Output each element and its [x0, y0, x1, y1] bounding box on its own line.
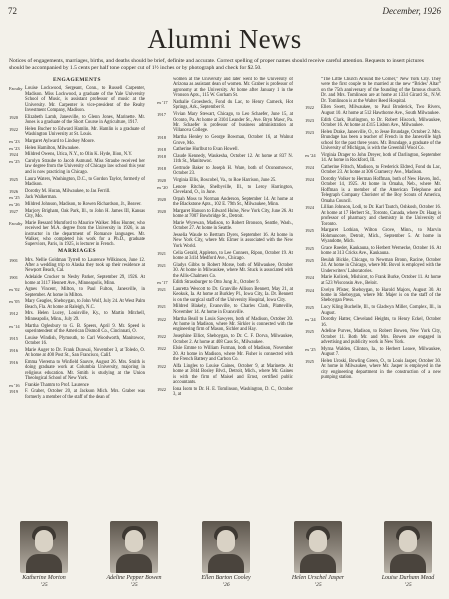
entry-class-year: 1918: [157, 147, 166, 153]
entry-text: Catherine Hurlbut to Evan Howell.: [173, 147, 239, 153]
entry-text: Edith Clark, Burlington, to Dr. Robert Hiscock, Milwaukee, October 16. At home at 4315 Lisbon Ave., Milwaukee.: [321, 117, 441, 128]
entry-class-year: 1921: [157, 250, 166, 256]
portrait-name: Adeline Pepper Bowen: [106, 575, 162, 581]
entry-class-year: 1921: [157, 304, 166, 310]
news-entry: [157, 287, 293, 303]
entry-text: Mrs. Helen Lucey, Louisville, Ky., to Martin Mitchell, Minneapolis, Minn., July 29.: [25, 311, 145, 322]
entry-class-year: ex '17: [157, 100, 168, 105]
entry-text: Frankie Thamm to Prof. Laurence: [25, 382, 89, 388]
news-entry: [9, 195, 145, 200]
news-entry: [157, 251, 293, 262]
entry-text: Dorothy M. Horan, Milwaukee, to Jas Ferrill.: [25, 188, 111, 194]
news-entry: [157, 154, 293, 165]
news-entry: [9, 299, 145, 310]
portrait: [6, 521, 82, 588]
entry-class-year: [157, 221, 173, 232]
entry-class-year: 1921: [157, 286, 166, 292]
portrait-class-year: ’26: [222, 581, 230, 588]
entry-class-year: 1922: [9, 127, 18, 132]
entry-class-year: 1925: [305, 329, 314, 335]
news-entry: [305, 118, 441, 129]
portrait-photo: [110, 521, 158, 573]
entry-text: Evelyn Pfister, Sheboygan, to Harold Majors, August 30. At home in Sheboygan, where Mr. Majer is on the staff of the Sheboygan Press.: [321, 287, 441, 304]
portrait-photo: [384, 521, 432, 573]
entry-class-year: 1924: [305, 176, 314, 182]
entry-text: Jack Walkerman.: [25, 195, 58, 201]
portrait-name: Helen Urschel Jasper: [291, 575, 345, 581]
news-entry: [305, 258, 441, 274]
news-entry: [305, 153, 441, 164]
issue-date: December, 1926: [382, 6, 441, 16]
entry-class-year: 1922: [157, 334, 166, 340]
entry-text: Margaret Aylward to Lindsey Moore.: [25, 139, 95, 145]
entry-text: Iona Isom to Dr. H. E. Tomlinson, Washington, D. C., October 3, at: [173, 386, 293, 398]
entry-class-year: ex '16: [9, 382, 20, 388]
entry-text: Helen Bucher to Edward Hamlin. Mr. Hamlin is a graduate of Washington University at St. Louis.: [25, 127, 145, 138]
column-2: [157, 77, 293, 522]
entry-class-year: 1924: [305, 164, 314, 170]
entry-class-year: 1918: [157, 135, 166, 141]
entry-text: Margaret Lothian, Wilton Grove, Minn., to Marvin Hohmuncore, Detroit, Mich., September 5. At home in Wyandotte, Mich.: [321, 228, 441, 245]
entry-class-year: ex '23: [9, 145, 20, 151]
entry-class-year: [305, 77, 321, 104]
entry-text: Virginia Drager to John Dreyer, both of Darlington, September 14. At home in Rockford, Ill.: [321, 152, 441, 164]
entry-class-year: 1923: [305, 129, 314, 135]
news-entry: [9, 311, 145, 322]
entry-text: Lucy Kling Buchelle, Ill., to Gladwyn Miller, Complex, Ill., in August.: [321, 305, 441, 316]
entry-class-year: 1924: [9, 152, 18, 158]
page-header: [8, 6, 441, 18]
entry-class-year: 1924: [305, 287, 314, 293]
entry-text: Elsie Emme to William Furman, both of Madison, November 20. At home in Madison, where Mr. Fisher is connected with the French Battery and Carbon Co.: [173, 346, 293, 363]
portrait-photo: [294, 521, 342, 573]
news-entry: [9, 152, 145, 157]
news-entry: [157, 135, 293, 146]
news-entry: [9, 159, 145, 175]
portrait: [280, 521, 356, 588]
entry-class-year: ex '02: [9, 287, 20, 293]
entry-class-year: 1918: [157, 165, 166, 171]
entry-class-year: 1922: [157, 316, 166, 322]
news-entry: [305, 305, 441, 316]
entry-class-year: 1925: [305, 257, 314, 263]
entry-text: Lauretta Wescott to Dr. Granville Allison Bennett, May 21, at Keokuk, Ia. At home at Burkley Pl., Iowa City, Ia. Dr. Bennett is on the surgical staff of the University Hospital, Iowa City.: [173, 286, 293, 303]
news-entry: [9, 177, 145, 188]
news-entry: [305, 130, 441, 152]
entry-class-year: [157, 77, 173, 99]
entry-text: Helen Drake, Janesville, O., to Jesse Brundage, October 2. Mrs. Brundage has been a teacher of French in the Janesville high school for the past three years. Mr. Brundage, a graduate of the University of Michigan, is with the Greenhill Wool Co.: [321, 129, 441, 151]
entry-text: Lillian Johnson, Lodi, to Dr. Karl Tautch, Oshkosh, October 16. At home at 17 Herbert St., Toronto, Canada, where Dr. Haag is professor of pharmacy and chemistry in the University of Toronto.: [321, 205, 441, 227]
entry-text: Jesselia Waude to Bertram Dyers, September 16. At home in New York City, where Mr. Elmer is associated with the New York World.: [173, 233, 293, 249]
entry-class-year: Faculty: [9, 220, 23, 226]
portrait-name: Ellen Barton Cooley: [201, 575, 251, 581]
entry-class-year: 1901: [9, 275, 18, 281]
entry-text: Mildred Blakely, Evansville, to Charles Clark, Platteville, November 14. At home in Evansville.: [173, 304, 293, 315]
news-entry: [157, 166, 293, 177]
entry-text: Martha Oglesbury to G. B. Speers, April 9. Mr. Speed is superintendent of the American Dismoll Co., Cincinnati, O.: [25, 323, 145, 334]
entry-class-year: 1923: [305, 117, 314, 123]
news-entry: [305, 77, 441, 104]
entry-text: Helen Hamilton, Milwaukee.: [25, 145, 80, 151]
news-entry: [9, 275, 145, 286]
entry-class-year: ex '20: [157, 184, 168, 190]
page-title: Alumni News: [147, 24, 302, 54]
entry-class-year: ex '25: [9, 195, 20, 201]
portrait-class-year: ’25: [314, 581, 322, 588]
news-entry: [157, 346, 293, 362]
news-entry: [9, 146, 145, 151]
entry-text: Orpah Moss to Norman Anderson, September 14. At home at the Blackstone Apts., 102 E. 79th St., Milwaukee, Minn.: [173, 196, 293, 208]
entry-class-year: ex '25: [9, 159, 20, 165]
entry-class-year: 1925: [305, 228, 314, 234]
entry-class-year: Faculty: [9, 86, 23, 92]
entry-class-year: ex '14: [9, 323, 20, 329]
portrait-photo: [202, 521, 250, 573]
news-entry: [305, 165, 441, 176]
section-heading: MARRIAGES: [57, 248, 97, 255]
news-entry: [305, 205, 441, 227]
news-entry: [9, 287, 145, 298]
entry-class-year: 1925: [9, 176, 18, 182]
entry-class-year: 1916: [9, 359, 18, 365]
news-entry: [9, 139, 145, 144]
portrait: [96, 521, 172, 588]
portrait: [188, 521, 264, 588]
entry-class-year: 1916: [9, 347, 18, 353]
portrait-photo: [20, 521, 68, 573]
entry-text: Mildred Johnson, Madison, to Rowen Richardson, Jr., Beaver.: [25, 201, 142, 207]
entry-text: Marie Bessard Mumford to Maurice Walker. Miss Hunter, who received her M.A. degree from the University in 1926, is an instructor in the department of Romance languages. Mr. Walker, who completed his work for a Ph.D., graduate Superviors, Paris, in 1925, is lecturer in French.: [25, 220, 145, 248]
entry-text: Claude Kennedy, Waukesha, October 12. At home at 837 N. 11th St., Manitowoc.: [173, 153, 293, 165]
news-entry: [157, 304, 293, 315]
entry-text: Martha Beall to Louis Sawyers, both of Madison, October 20. At home in Madison, where Mr. Sirkler is connected with the engineering firm of Mason, Sichler and Hay.: [173, 316, 293, 333]
news-entry: [157, 317, 293, 333]
column-3: [305, 77, 441, 522]
news-entry: [157, 185, 293, 196]
news-entry: [305, 329, 441, 345]
entry-text: Helen Uroski, Bowling Green, O., to Louis Jasper, October 30. At home in Milwaukee, where Mr. Jasper is employed in the city engineering department in the construction of a new pumping station.: [321, 358, 441, 381]
news-entry: [305, 228, 441, 244]
page-number: 72: [8, 6, 17, 16]
entry-text: Gladys Gibbs to Robert Morse, both of Milwaukee, October 30. At home in Milwaukee, where Mr. Stuck is associated with the Allis-Chalmers Co.: [173, 262, 293, 279]
news-entry: [9, 348, 145, 359]
news-entry: [9, 189, 145, 194]
news-entry: [9, 389, 145, 400]
entry-text: Nathalie Groesbeck, Fond du Lac, to Henry Carneck, Hot Springs, Ark., September 8.: [173, 100, 293, 111]
entry-text: Josephine Elliot, Sheboygan, to Dr. C. F. Dorva, Milwaukee, October 2. At home at 408 Cass St., Milwaukee.: [173, 334, 293, 345]
entry-text: Martha Henley to George Bowman, October 16, at Walnut Grove, Mo.: [173, 135, 293, 146]
news-entry: [9, 383, 145, 388]
entry-text: Marjory Brigham, Oak Park, Ill., to John H. James III, Kansas City, Mo.: [25, 208, 145, 220]
entry-text: Gertrude Baker to Joseph H. Ware, both of Oconomowoc, October 23.: [173, 165, 293, 177]
entry-class-year: [157, 233, 173, 249]
entry-text: “The Little Church Around the Corner,” New York City. They were the first couple to be married at the new “Brides’ Altar” on the 75th anniversary of the founding of the famous church. Dr. and Mrs. Tomlinson are at home at 1334 Girard St., N.W. Dr. Tomlinson is at the Walter Reed Hospital.: [321, 77, 441, 104]
entry-text: Adelaide Crocker to Nesby Parker, September 29, 1926. At home at 3117 Hennett Ave., Minneapolis, Minn.: [25, 275, 145, 286]
news-entry: [157, 334, 293, 345]
entry-class-year: 1925: [305, 245, 314, 251]
news-entry: [157, 387, 293, 398]
entry-class-year: 1922: [157, 363, 166, 369]
entry-text: Carolyn Straube to Jacob Asmund. Miss Straube received her law degree from the University of Chicago law school this year and is now practicing in Chicago.: [25, 159, 145, 175]
entry-class-year: 1915: [9, 335, 18, 341]
news-entry: [157, 280, 293, 285]
entry-text: Vivian Mary Stewart, Chicago, to Leo Schaefer, June 15, at Oconto, Pa. At home at 3104 Leander St., Ave. Bryn Mawr, Pa. Mr. Schaefer is professor of business administration at Villanova College.: [173, 112, 293, 134]
entry-text: Margaret Hanson to Edward Hulse, New York City, June 26. At home at 7007 Bowbridge St., Detroit.: [173, 208, 293, 220]
news-entry: [9, 209, 145, 220]
entry-text: Laura Waters, Washington, D.C., to Gordon Taylor, formerly of Madison.: [25, 176, 145, 188]
news-entry: [9, 221, 145, 248]
intro-paragraph: Notices of engagements, marriages, births, and deaths should be brief, definite and accurate. Correct spelling of proper names should receive careful attention. Requests to insert pictures should be accompanied by 1.5 cents per half tone copper cut of 1½ inches or by photograph and check for $2.50.: [9, 58, 424, 71]
news-entry: [9, 324, 145, 335]
entry-class-year: 1924: [305, 205, 314, 211]
news-entry: [157, 147, 293, 152]
entry-text: women at the University and later went to the University of Arizona as assistant dean of women. Mr. Graber is professor of agronomy at the University. At home after January 1 in the Vronson Apts., 115 W. Gorham St.: [173, 77, 293, 99]
news-entry: [305, 246, 441, 257]
entry-text: Marie Wyrewan, Madison, to Robert Bronson, Seattle, Wash., October 27. At home in Seattle.: [173, 220, 293, 232]
news-entry: [305, 359, 441, 381]
entry-class-year: 1922: [157, 386, 166, 392]
entry-class-year: 1912: [9, 311, 18, 317]
news-entry: [9, 360, 145, 382]
news-entry: [157, 178, 293, 183]
entry-text: Virginia Ellis, Boscobel, Va., to Roe Harrison, June 25.: [173, 178, 277, 184]
news-entry: [157, 100, 293, 111]
entry-class-year: 1918: [157, 153, 166, 159]
news-entry: [157, 221, 293, 232]
news-entry: [157, 209, 293, 220]
entry-class-year: 1925: [305, 358, 314, 364]
news-entry: [9, 202, 145, 207]
news-entry: [9, 86, 145, 113]
entry-class-year: ex '24: [305, 152, 316, 158]
entry-text: Alfa Lingles to Louise Gaines, October 9, at Marinette. At home at 3844 Bosley Blvd., Detroit, Mich., where Mr. Gaines is with the firm of Maisel and Ernst, certified public accountants.: [173, 363, 293, 386]
entry-class-year: 1921: [157, 262, 166, 268]
portrait-name: Katherine Morton: [22, 575, 66, 581]
entry-text: Dorothy Hatter, Cleveland Heights, to Henry Eckel, October 16.: [321, 317, 441, 328]
entry-text: Mildred Owens, Utica, N.Y., to Olin K. Hyde, Ilion, N.Y.: [25, 152, 133, 158]
entry-class-year: 1919: [9, 389, 18, 395]
entry-class-year: 1926: [9, 188, 18, 194]
photo-strip: [6, 521, 443, 595]
portrait-class-year: ’25: [130, 581, 138, 588]
entry-class-year: 1927: [9, 208, 18, 214]
entry-class-year: 1920: [157, 208, 166, 214]
news-entry: [157, 77, 293, 99]
entry-text: Louise Lockwood, Sergeant, Conn., to Russell Carpenter, Madison. Miss Lockwood, a graduate of the Yale University School of Music, is assistant professor of music at the University. Mr. Carpenter is vice-president of the Realty Investment Company, Madison.: [25, 86, 145, 114]
news-entry: [9, 127, 145, 138]
news-entry: [157, 364, 293, 386]
entry-class-year: 1917: [157, 112, 166, 118]
entry-class-year: 1922: [305, 105, 314, 111]
news-entry: [305, 177, 441, 204]
entry-text: Myrna Walden, Clinton, Ia., to Herbert Leawe, Milwaukee, August 7.: [321, 346, 441, 358]
entry-text: Dorothy Volker to Herman Hoffman, both of New Haven, Ind., October 14, 1925. At home in Omaha, Neb., where Mr. Hoffman is a member of the American Telephone and Telegraph Company Chorister of the Boy Scouts of America, Omaha Council.: [321, 176, 441, 204]
entry-class-year: 1901: [9, 257, 18, 263]
entry-class-year: ex '25: [305, 346, 316, 352]
entry-class-year: ex '17: [157, 280, 168, 286]
entry-text: Celia Gerald, Appleton, to Lee Conners, Ripon, October 19. At home at 3414 Medford Ave., Chicago.: [173, 250, 293, 262]
entry-class-year: 1920: [9, 114, 18, 120]
section-heading: ENGAGEMENTS: [52, 77, 102, 83]
entry-text: Mary Geagles, Sheboygan, to John Wolf, July 24. At West Palm Beach, Fla. At home at Raleigh, N.C.: [25, 299, 145, 310]
entry-class-year: 1920: [157, 178, 166, 184]
entry-class-year: ex '24: [305, 317, 316, 323]
entry-class-year: ex '05: [9, 299, 20, 305]
news-entry: [305, 288, 441, 304]
entry-text: Adeline Purves, Madison, to Robert Bowen, New York City, October 11. Both Mr. and Mrs. Bowen are engaged in advertising and publicity work in New York.: [321, 329, 441, 346]
entry-text: Emma Vierema to Winfield Sauvre, August 26. Mrs. Smith is doing graduate work at Columbia University, majoring in religious education. Mr. Smith is studying at the Union Theological School of New York.: [25, 359, 145, 382]
news-entry: [9, 258, 145, 274]
entry-text: Ellen Swett, Milwaukee, to Paul Broderick, Two Rivers, August 10. At home at 512 Hawthorne Ave., South Milwaukee.: [321, 105, 441, 116]
entry-text: Grace Roeder, Kaukauna, to Herbert Wernecke, October 16. At home at 313 Cricks Ave., Kaukauna.: [321, 245, 441, 257]
news-entry: [9, 336, 145, 347]
entry-class-year: ex '26: [9, 201, 20, 207]
portrait-class-year: ’25: [404, 581, 412, 588]
news-entry: [157, 233, 293, 249]
news-entry: [305, 275, 441, 286]
news-entry: [157, 263, 293, 279]
news-entry: [157, 112, 293, 134]
entry-class-year: 1924: [305, 275, 314, 281]
portrait-class-year: ’25: [40, 581, 48, 588]
entry-text: Louise Windish, Plymouth, to Carl Woodworth, Manitowoc, October 16.: [25, 335, 145, 347]
news-entry: [305, 105, 441, 116]
column-1: [9, 77, 145, 522]
entry-text: Marie Auger to Dr. Frank Dunwai, November 3, at Toledo, O. At home at 400 Post St., San Francisco, Calif.: [25, 347, 145, 359]
portrait: [370, 521, 446, 588]
entry-class-year: 1925: [305, 305, 314, 311]
entry-text: Agnes Vincent, Milton, to Paul Fulton, Janesville, in September. At home in Milton.: [25, 287, 145, 298]
news-entry: [157, 197, 293, 208]
entry-text: Beulah Bickle, Chicago, to Newman Bronn, Racine, October 24. At home in Chicago, where Mr. Bovol is employed with the Underwriters' Laboratories.: [321, 257, 441, 274]
entry-text: Marie Kolicek, Mishicot, to Frank Burke, October 11. At home at 523 Wisconsin Ave., Beloit.: [321, 275, 441, 286]
entry-text: Elizabeth Lamb, Janesville, to Glenn Jones, Marinette. Mr. Jones is a graduate of the Short Course in Agriculture, 1917.: [25, 114, 145, 126]
entry-text: Mrs. Nellie Goldman Tyrrell to Laurence Wilkinson, June 12. After a wedding trip to Alaska they took up their residence at Newport Beach, Cal.: [25, 257, 145, 274]
entry-class-year: 1922: [157, 346, 166, 352]
news-entry: [9, 115, 145, 126]
entry-class-year: 1920: [157, 196, 166, 202]
news-entry: [305, 347, 441, 358]
entry-text: Lenore Ritchie, Shelbyville, Ill., to Leroy Harrington, Cleveland, O., in June.: [173, 184, 293, 196]
portrait-name: Louise Durham Mead: [381, 575, 435, 581]
entry-text: Catherine Fritsch, Madison, to Frederick Eldred, Fond du Lac, October 23. At home at 306 Gramercy Ave., Madison.: [321, 164, 441, 176]
entry-text: Edith Strassburger to Otto Jung Jr., October 9.: [173, 280, 260, 286]
entry-class-year: ex '23: [9, 139, 20, 145]
entry-text: F. Graber, October 20, at Jackson Mich. Mrs. Graber was formerly a member of the staff of the dean of: [25, 389, 145, 400]
news-entry: [305, 317, 441, 328]
